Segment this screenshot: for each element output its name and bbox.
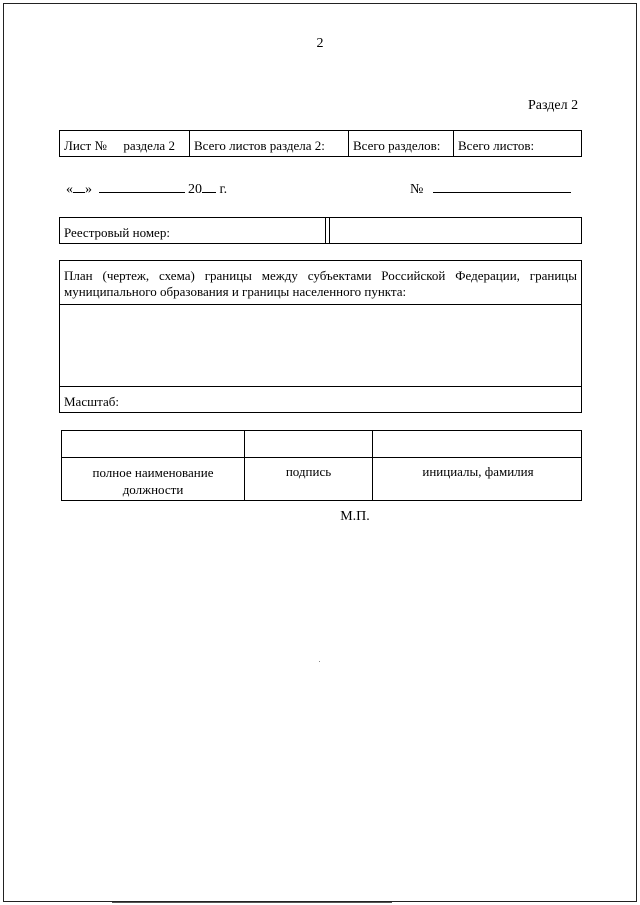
signature-table (61, 430, 582, 501)
quote-close: » (85, 182, 92, 197)
registry-label: Реестровый номер: (64, 225, 170, 240)
section-title: Раздел 2 (528, 98, 579, 113)
quote-open: « (66, 182, 73, 197)
initials-surname-label: инициалы, фамилия (422, 464, 534, 479)
scan-edge-line (112, 902, 392, 903)
page-number: 2 (316, 36, 324, 51)
position-title-label: полное наименование должности (92, 465, 214, 497)
scan-speck (319, 661, 320, 662)
sheet-number-label: Лист № (64, 138, 107, 153)
year-prefix: 20 (188, 182, 202, 197)
registry-table (59, 217, 582, 244)
plan-block (59, 260, 582, 413)
number-blank (433, 180, 571, 193)
header-table (59, 130, 582, 157)
plan-title: План (чертеж, схема) границы между субъектами Российской Федерации, границы муниципального образования и границы населенного пункта: (64, 268, 577, 299)
year-suffix: г. (219, 182, 228, 197)
month-blank (99, 180, 185, 193)
scale-label: Масштаб: (64, 394, 119, 409)
total-sheets-section-cell: Всего листов раздела 2: (194, 138, 325, 153)
day-blank (73, 180, 85, 193)
stamp-label: М.П. (340, 509, 370, 524)
year-blank (202, 180, 216, 193)
number-sign: № (410, 182, 424, 197)
date-line (66, 180, 227, 198)
plan-drawing-area (60, 305, 581, 386)
total-sheets-cell: Всего листов: (458, 138, 535, 153)
section-label: раздела 2 (123, 138, 175, 153)
total-sections-cell: Всего разделов: (353, 138, 441, 153)
signature-label: подпись (285, 464, 332, 479)
sheet-number-cell (60, 131, 190, 156)
document-number-line (410, 180, 571, 198)
